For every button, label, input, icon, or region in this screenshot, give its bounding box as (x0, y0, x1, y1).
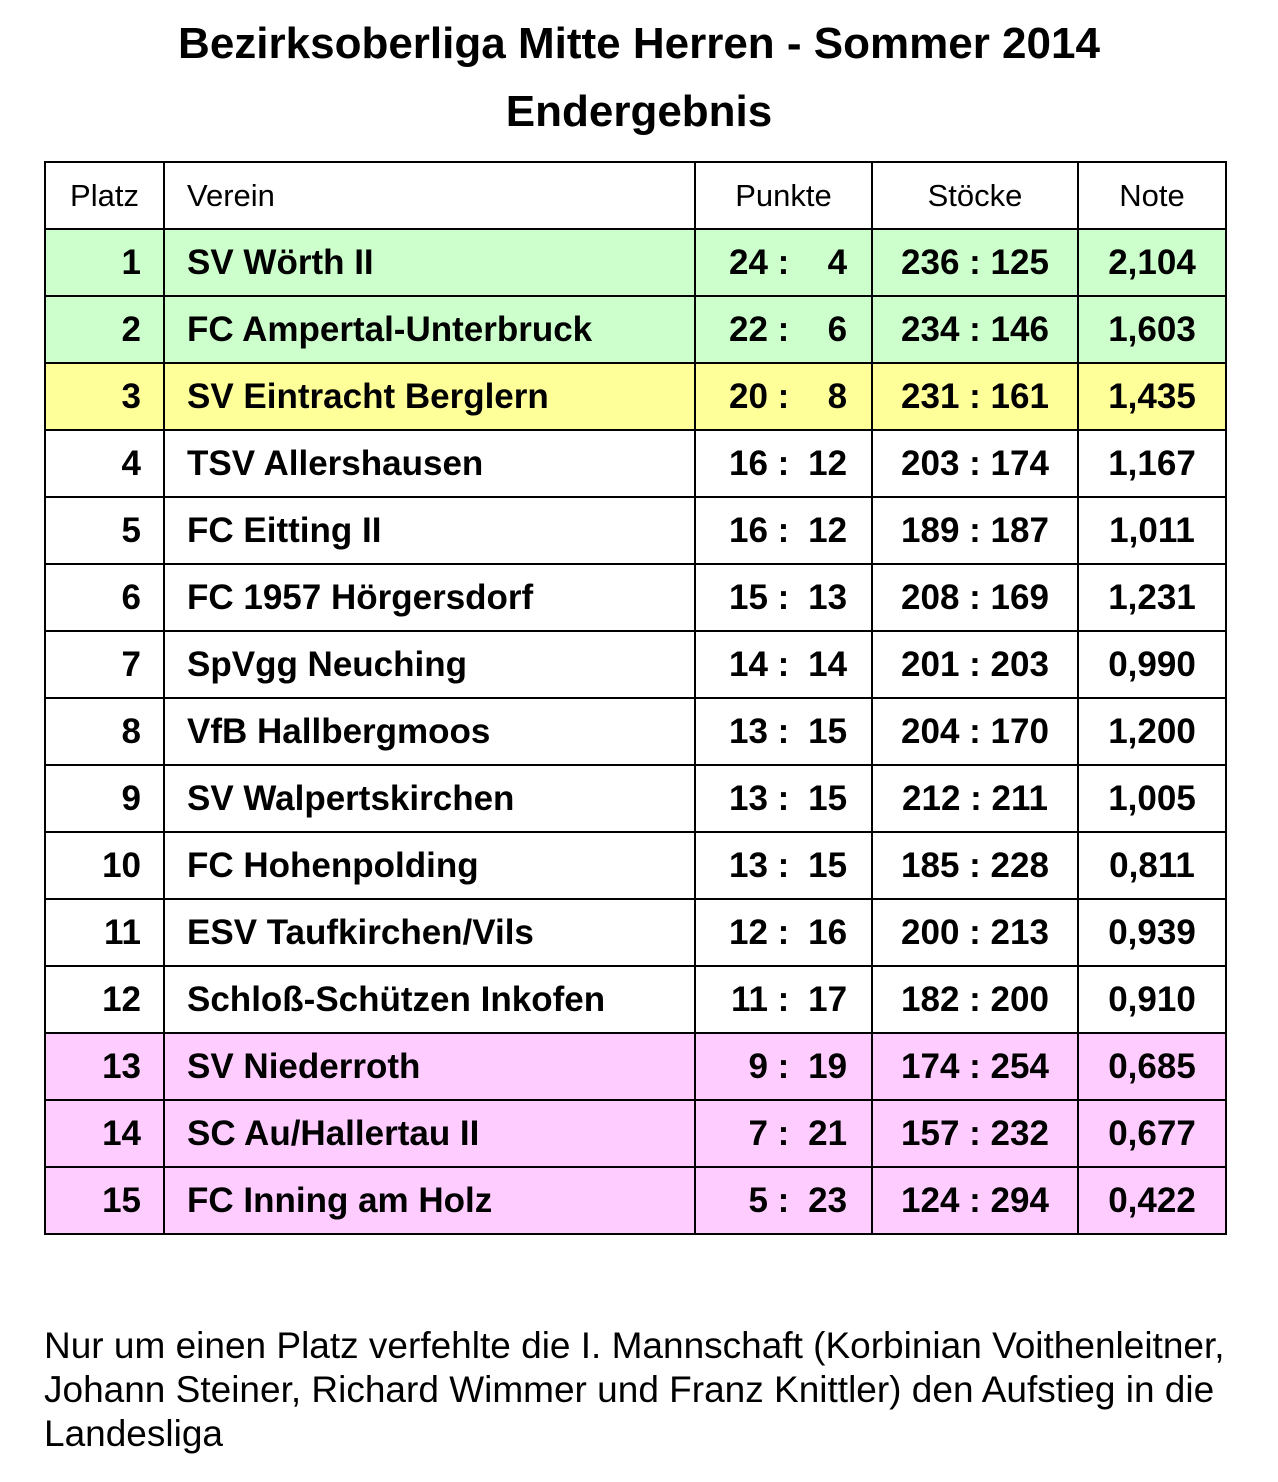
table-row (45, 765, 1226, 832)
punkte-minus: 15 (808, 711, 848, 751)
punkte-plus: 22 (729, 309, 768, 349)
punkte-cell: 9 : 19 (695, 1033, 872, 1100)
table-row (45, 631, 1226, 698)
punkte-cell: 13 : 15 (695, 765, 872, 832)
page-title: Bezirksoberliga Mitte Herren - Sommer 2014 (178, 19, 1100, 68)
punkte-minus: 8 (827, 376, 848, 416)
note-cell: 0,685 (1078, 1033, 1226, 1100)
stoecke-cell: 124 : 294 (872, 1167, 1078, 1234)
verein-cell: SC Au/Hallertau II (164, 1100, 695, 1167)
stoecke-cell: 231 : 161 (872, 363, 1078, 430)
stoecke-cell: 208 : 169 (872, 564, 1078, 631)
punkte-plus: 13 (729, 711, 768, 751)
note-cell: 1,005 (1078, 765, 1226, 832)
footnote-text: Nur um einen Platz verfehlte die I. Mannschaft (Korbinian Voithenleitner, Johann Steiner, Richard Wimmer und Franz Knittler) den Aufstieg in die Landesliga (44, 1325, 1225, 1454)
stoecke-cell: 200 : 213 (872, 899, 1078, 966)
table-row (45, 966, 1226, 1033)
punkte-plus: 12 (729, 912, 768, 952)
table-row (45, 1167, 1226, 1234)
verein-cell: SV Eintracht Berglern (164, 363, 695, 430)
note-cell: 1,603 (1078, 296, 1226, 363)
table-row (45, 1100, 1226, 1167)
punkte-minus: 23 (808, 1180, 848, 1220)
stoecke-cell: 157 : 232 (872, 1100, 1078, 1167)
table-row (45, 363, 1226, 430)
platz-cell: 7 (45, 631, 164, 698)
punkte-plus: 11 (730, 979, 768, 1019)
punkte-minus: 15 (808, 778, 848, 818)
punkte-cell: 14 : 14 (695, 631, 872, 698)
stoecke-cell: 185 : 228 (872, 832, 1078, 899)
verein-cell: VfB Hallbergmoos (164, 698, 695, 765)
punkte-cell: 13 : 15 (695, 832, 872, 899)
punkte-minus: 6 (827, 309, 848, 349)
platz-cell: 1 (45, 229, 164, 296)
verein-cell: Schloß-Schützen Inkofen (164, 966, 695, 1033)
punkte-plus: 7 (748, 1113, 768, 1153)
punkte-cell: 13 : 15 (695, 698, 872, 765)
note-cell: 0,677 (1078, 1100, 1226, 1167)
stoecke-cell: 203 : 174 (872, 430, 1078, 497)
punkte-cell: 5 : 23 (695, 1167, 872, 1234)
punkte-minus: 14 (808, 644, 848, 684)
platz-cell: 13 (45, 1033, 164, 1100)
verein-cell: FC Eitting II (164, 497, 695, 564)
verein-cell: ESV Taufkirchen/Vils (164, 899, 695, 966)
table-row (45, 899, 1226, 966)
punkte-minus: 15 (808, 845, 848, 885)
platz-cell: 9 (45, 765, 164, 832)
platz-cell: 15 (45, 1167, 164, 1234)
stoecke-cell: 234 : 146 (872, 296, 1078, 363)
verein-cell: FC 1957 Hörgersdorf (164, 564, 695, 631)
note-cell: 1,231 (1078, 564, 1226, 631)
platz-cell: 6 (45, 564, 164, 631)
punkte-plus: 9 (748, 1046, 768, 1086)
table-row (45, 832, 1226, 899)
punkte-cell: 7 : 21 (695, 1100, 872, 1167)
platz-cell: 2 (45, 296, 164, 363)
verein-cell: TSV Allershausen (164, 430, 695, 497)
punkte-plus: 16 (729, 510, 768, 550)
punkte-cell: 24 : 4 (695, 229, 872, 296)
header-note: Note (1078, 162, 1226, 229)
verein-cell: SpVgg Neuching (164, 631, 695, 698)
platz-cell: 8 (45, 698, 164, 765)
stoecke-cell: 236 : 125 (872, 229, 1078, 296)
header-verein: Verein (164, 162, 695, 229)
punkte-minus: 4 (827, 242, 848, 282)
punkte-cell: 11 : 17 (695, 966, 872, 1033)
stoecke-cell: 182 : 200 (872, 966, 1078, 1033)
table-row (45, 1033, 1226, 1100)
punkte-minus: 19 (808, 1046, 848, 1086)
punkte-plus: 13 (729, 845, 768, 885)
page-subtitle: Endergebnis (505, 87, 773, 136)
punkte-minus: 13 (808, 577, 848, 617)
verein-cell: FC Hohenpolding (164, 832, 695, 899)
verein-cell: FC Ampertal-Unterbruck (164, 296, 695, 363)
note-cell: 2,104 (1078, 229, 1226, 296)
table-row (45, 564, 1226, 631)
header-stoecke: Stöcke (872, 162, 1078, 229)
verein-cell: SV Wörth II (164, 229, 695, 296)
verein-cell: SV Walpertskirchen (164, 765, 695, 832)
table-row (45, 430, 1226, 497)
note-cell: 0,811 (1078, 832, 1226, 899)
table-row (45, 229, 1226, 296)
stoecke-cell: 212 : 211 (872, 765, 1078, 832)
platz-cell: 5 (45, 497, 164, 564)
note-cell: 1,011 (1078, 497, 1226, 564)
punkte-minus: 17 (808, 979, 848, 1019)
platz-cell: 12 (45, 966, 164, 1033)
punkte-plus: 16 (729, 443, 768, 483)
note-cell: 1,435 (1078, 363, 1226, 430)
punkte-cell: 16 : 12 (695, 430, 872, 497)
verein-cell: FC Inning am Holz (164, 1167, 695, 1234)
punkte-cell: 16 : 12 (695, 497, 872, 564)
stoecke-cell: 189 : 187 (872, 497, 1078, 564)
header-punkte: Punkte (695, 162, 872, 229)
punkte-plus: 20 (729, 376, 768, 416)
stoecke-cell: 174 : 254 (872, 1033, 1078, 1100)
standings-table (44, 161, 1227, 1235)
punkte-minus: 12 (808, 510, 848, 550)
table-row (45, 296, 1226, 363)
table-header-row (45, 162, 1226, 229)
note-cell: 0,939 (1078, 899, 1226, 966)
punkte-minus: 12 (808, 443, 848, 483)
platz-cell: 4 (45, 430, 164, 497)
stoecke-cell: 201 : 203 (872, 631, 1078, 698)
punkte-minus: 21 (808, 1113, 848, 1153)
stoecke-cell: 204 : 170 (872, 698, 1078, 765)
platz-cell: 11 (45, 899, 164, 966)
punkte-plus: 13 (729, 778, 768, 818)
platz-cell: 3 (45, 363, 164, 430)
platz-cell: 10 (45, 832, 164, 899)
punkte-cell: 22 : 6 (695, 296, 872, 363)
note-cell: 0,910 (1078, 966, 1226, 1033)
punkte-cell: 12 : 16 (695, 899, 872, 966)
note-cell: 1,200 (1078, 698, 1226, 765)
punkte-cell: 15 : 13 (695, 564, 872, 631)
table-row (45, 497, 1226, 564)
note-cell: 1,167 (1078, 430, 1226, 497)
punkte-plus: 15 (729, 577, 768, 617)
note-cell: 0,422 (1078, 1167, 1226, 1234)
punkte-plus: 24 (729, 242, 768, 282)
verein-cell: SV Niederroth (164, 1033, 695, 1100)
table-row (45, 698, 1226, 765)
header-platz: Platz (45, 162, 164, 229)
punkte-plus: 5 (748, 1180, 768, 1220)
punkte-minus: 16 (808, 912, 848, 952)
note-cell: 0,990 (1078, 631, 1226, 698)
platz-cell: 14 (45, 1100, 164, 1167)
punkte-cell: 20 : 8 (695, 363, 872, 430)
punkte-plus: 14 (729, 644, 768, 684)
